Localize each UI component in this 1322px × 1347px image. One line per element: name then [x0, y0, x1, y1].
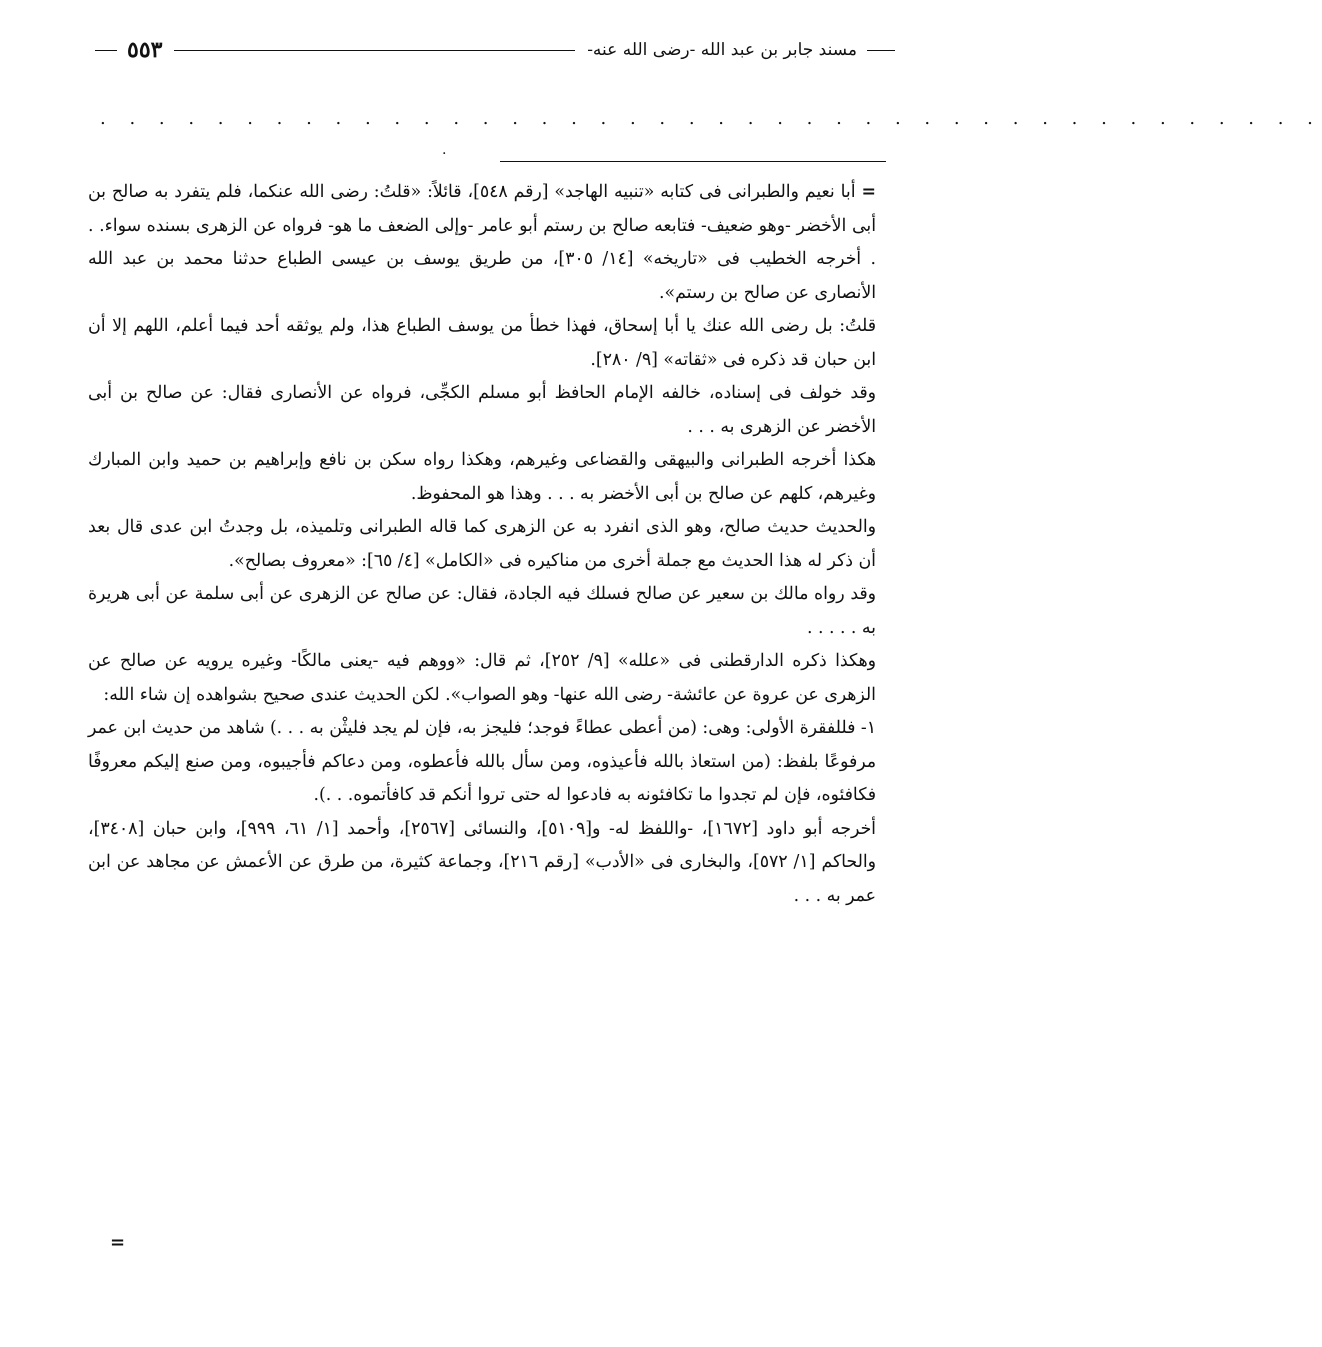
header-dash: [95, 50, 117, 51]
footnote-body: [88, 176, 876, 913]
header-dash: [867, 50, 895, 51]
footnote-paragraph: والحديث حديث صالح، وهو الذى انفرد به عن الزهرى كما قاله الطبرانى وتلميذه، بل وجدتُ ابن عدى قال بعد أن ذكر له هذا الحديث مع جملة أخرى من مناكيره فى «الكامل» [٤/ ٦٥]: «معروف بصالح».: [88, 517, 876, 571]
continuation-end-marker: =: [110, 1232, 126, 1253]
header-title: مسند جابر بن عبد الله -رضى الله عنه-: [587, 40, 857, 60]
paragraph-text: أبا نعيم والطبرانى فى كتابه «تنبيه الهاجد» [رقم ٥٤٨]، قائلاً: «قلتُ: رضى الله عنكما، فلم يتفرد به صالح بن أبى الأخضر -وهو ضعيف- فتابعه صالح بن رستم أبو عامر -وإلى الضعف ما هو- فرواه عن الزهرى بسنده سواء. . . أخرجه الخطيب فى «تاريخه» [١٤/ ٣٠٥]، من طريق يوسف بن عيسى الطباع حدثنا محمد بن عبد الله الأنصارى عن صالح بن رستم».: [88, 182, 876, 303]
footnote-paragraph: وقد رواه مالك بن سعير عن صالح فسلك فيه الجادة، فقال: عن صالح عن الزهرى عن أبى سلمة عن أبى هريرة به . . . . .: [88, 584, 876, 638]
page-number: ٥٥٣: [127, 37, 163, 63]
footnote-paragraph: ١- فللفقرة الأولى: وهى: (من أعطى عطاءً فوجد؛ فليجز به، فإن لم يجد فليثْن به . . .) شاهد من حديث ابن عمر مرفوعًا بلفظ: (من استعاذ بالله فأعيذوه، ومن سأل بالله فأعطوه، ومن دعاكم فأجيبوه، ومن صنع إليكم معروفًا فكافئوه، فإن لم تجدوا ما تكافئونه به فادعوا له حتى تروا أنكم قد كافأتموه. . .).: [88, 718, 876, 805]
footnote-paragraph: أخرجه أبو داود [١٦٧٢]، -واللفظ له- و[٥١٠٩]، والنسائى [٢٥٦٧]، وأحمد [١/ ٦١، ٩٩٩]، وابن حبان [٣٤٠٨]، والحاكم [١/ ٥٧٢]، والبخارى فى «الأدب» [رقم ٢١٦]، وجماعة كثيرة، من طرق عن الأعمش عن مجاهد عن ابن عمر به . . .: [88, 818, 877, 906]
stray-dot: .: [442, 142, 447, 158]
footnote-paragraph: وهكذا ذكره الدارقطنى فى «علله» [٩/ ٢٥٢]، ثم قال: «ووهم فيه -يعنى مالكًا- وغيره يرويه عن صالح عن الزهرى عن عروة عن عائشة- رضى الله عنها- وهو الصواب». لكن الحديث عندى صحيح بشواهده إن شاء الله:: [88, 651, 876, 705]
dotted-line: . . . . . . . . . . . . . . . . . . . . . . . . . . . . . . . . . . . . . . . . . .: [100, 108, 1322, 129]
footnote-paragraph: وقد خولف فى إسناده، خالفه الإمام الحافظ أبو مسلم الكجِّى، فرواه عن الأنصارى فقال: عن صالح بن أبى الأخضر عن الزهرى به . . .: [88, 383, 877, 437]
footnote-paragraph: هكذا أخرجه الطبرانى والبيهقى والقضاعى وغيرهم، وهكذا رواه سكن بن نافع وإبراهيم بن حميد وابن المبارك وغيرهم، كلهم عن صالح بن أبى الأخضر به . . . وهذا هو المحفوظ.: [88, 450, 876, 504]
running-header: [95, 34, 895, 66]
footnote-paragraph: [88, 176, 876, 310]
header-rule: [174, 50, 575, 51]
continuation-start-marker: =: [861, 182, 877, 202]
footnote-separator: [500, 161, 886, 162]
footnote-paragraph: قلتُ: بل رضى الله عنك يا أبا إسحاق، فهذا خطأ من يوسف الطباع هذا، ولم يوثقه أحد فيما أعلم، اللهم إلا أن ابن حبان قد ذكره فى «ثقاته» [٩/ ٢٨٠].: [88, 316, 876, 370]
